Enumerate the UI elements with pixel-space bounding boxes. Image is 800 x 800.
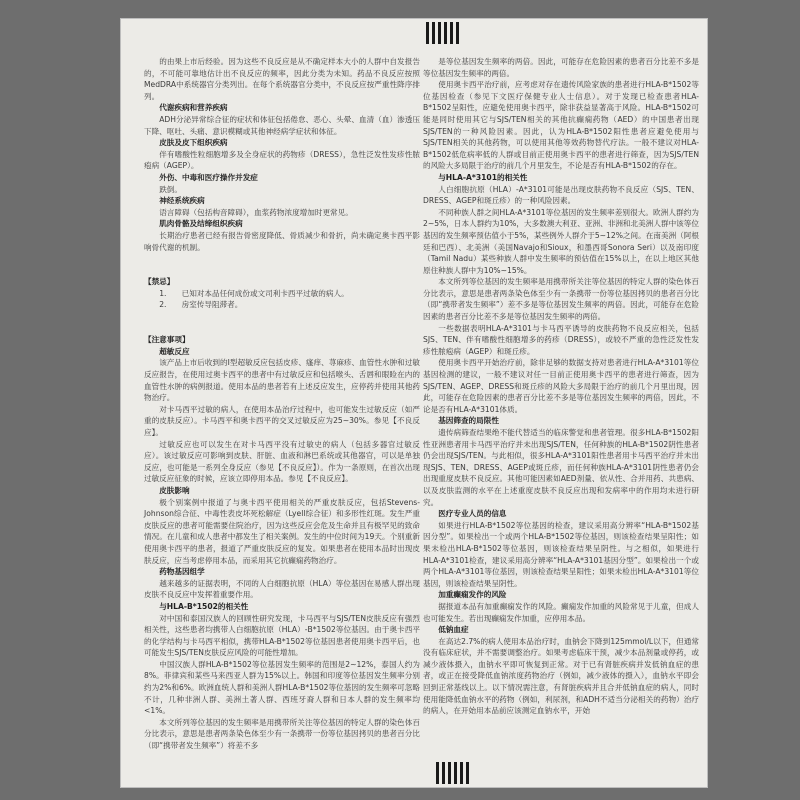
leaflet-column-left bbox=[144, 56, 420, 752]
paragraph: 遗传病筛查结果绝不能代替适当的临床警觉和患者管理。很多HLA-B*1502阳性亚洲患者用卡马西平治疗并未出现SJS/TEN，任何种族的HLA-B*1502阴性患者仍会出现SJS/TEN。与此相似，很多HLA-A*3101阳性患者用卡马西平治疗并未出现SJS、TEN、DRESS、AGEP或斑丘疹，而任何种族HLA-A*3101阴性患者仍会出现重度皮肤不良反应。其他可能因素如AED剂量、依从性、合并用药、共患病、以及皮肤监测的水平在上述重度皮肤不良反应出现和发病率中的作用均未进行研究。 bbox=[423, 428, 699, 507]
barcode-marks-top bbox=[426, 22, 459, 44]
section-heading: 与HLA-B*1502的相关性 bbox=[159, 601, 249, 611]
paragraph: 据报道本品有加重癫痫发作的风险。癫痫发作加重的风险常见于儿童，但成人也可能发生。若出现癫痫发作加重，应停用本品。 bbox=[423, 601, 699, 623]
paragraph: 越来越多的证据表明，不同的人白细胞抗原（HLA）等位基因在易感人群出现皮肤不良反应中发挥着重要作用。 bbox=[144, 578, 420, 600]
section-spacer bbox=[144, 319, 420, 327]
paragraph: 本文所列等位基因的发生频率是用携带所关注等位基因的特定人群的染色体百分比表示，意思是患者两条染色体至少有一条携带一份等位基因拷贝的患者百分比（即“携带者发生频率”）将差不多 bbox=[144, 717, 420, 751]
section-heading: 与HLA-A*3101的相关性 bbox=[438, 172, 528, 182]
paragraph: 长期治疗患者已经有报告骨密度降低、骨质减少和骨折，尚未确定奥卡西平影响骨代谢的机制。 bbox=[144, 230, 420, 252]
section-heading: 低钠血症 bbox=[438, 625, 469, 635]
paragraph: ADH分泌异常综合征的症状和体征包括倦怠、恶心、头晕、血清（血）渗透压下降、呕吐、头痛、意识模糊或其他神经病学症状和体征。 bbox=[144, 114, 420, 136]
section-heading: 皮肤影响 bbox=[159, 485, 190, 495]
paragraph: 语言障碍（包括构音障碍），血浆药物浓度增加时更常见。 bbox=[159, 207, 353, 217]
paragraph: 使用奥卡西平治疗前，应考虑对存在遗传风险家族的患者进行HLA-B*1502等位基因检查（参见下文医疗保健专业人士信息）。对于发现已检查患者HLA-B*1502呈阳性，应避免使用奥卡西平，除非获益显著高于风险。HLA-B*1502可能是同时使用其它与SJS/TEN相关的其他抗癫痫药物（AED）的中国患者出现SJS/TEN的一种风险因素。因此，认为HLA-B*1502阳性患者应避免使用与SJS/TEN相关的其他药物，可以使用其他等效药物替代疗法。一般不建议对HLA-B*1502低危病率低的人群或目前正使用奥卡西平的患者进行筛查，因为SJS/TEN的风险大多局限于治疗的前几个月里发生，不论是否有HLA-B*1502的存在。 bbox=[423, 80, 699, 171]
section-heading: 肌肉骨骼及结缔组织疾病 bbox=[159, 219, 243, 229]
section-heading: 外伤、中毒和医疗操作并发症 bbox=[159, 172, 258, 182]
paragraph: 不同种族人群之间HLA-A*3101等位基因的发生频率差别很大。欧洲人群约为2~5%，日本人群约为10%，大多数澳大利亚、亚洲、非洲和北美洲人群中该等位基因的发生频率预估值小于5%，某些例外人群介于5~12%之间。在南美洲（阿根廷和巴西）、北美洲（美国Navajo和Sioux，和墨西哥Sonora Seri）以及南印度（Tamil Nadu）某些种族人群中发生频率的预估值在15%以上，在以上地区其他原住种族人群中为10%~15%。 bbox=[423, 207, 699, 275]
section-spacer bbox=[144, 261, 420, 269]
paragraph: 如果进行HLA-B*1502等位基因的检查，建议采用高分辨率“HLA-B*1502基因分型”。如果检出一个或两个HLA-B*1502等位基因，则该检查结果呈阳性；如果未检出HLA-B*1502等位基因，则该检查结果呈阴性。与之相似，如果进行HLA-A*3101检查，建议采用高分辨率“HLA-A*3101基因分型”。如果检出一个或两个HLA-A*3101等位基因，则该检查结果呈阳性；如果未检出HLA-A*3101等位基因，则该检查结果呈阴性。 bbox=[423, 520, 699, 588]
barcode-marks-bottom bbox=[436, 762, 469, 784]
paragraph: 一些数据表明HLA-A*3101与卡马西平诱导的皮肤药物不良反应相关，包括SJS、TEN、伴有嗜酸性细胞增多的药疹（DRESS），或较不严重的急性泛发性发疹性脓疱病（AGEP）和斑丘疹。 bbox=[423, 323, 699, 356]
paragraph: 过敏反应也可以发生在对卡马西平没有过敏史的病人（包括多器官过敏反应）。该过敏反应可影响到皮肤、肝脏、血液和淋巴系统或其他器官，可以是单独反应，也可能是一系列全身反应（参见【不良反应】）。作为一条原则，在首次出现过敏反应征象的时候，应该立即停用本品。参见【不良反应】。 bbox=[144, 439, 420, 484]
paragraph: 本文所列等位基因的发生频率是用携带所关注等位基因的特定人群的染色体百分比表示，意思是患者两条染色体至少有一条携带一份等位基因拷贝的患者百分比（即“携带者发生频率”）差不多是等位基因发生频率的两倍。因此，可能存在危险因素的患者百分比差不多是等位基因发生频率的两倍。 bbox=[423, 277, 699, 322]
section-heading: 基因筛查的局限性 bbox=[438, 416, 499, 426]
paragraph: 中国汉族人群HLA-B*1502等位基因发生频率的范围是2~12%，泰国人约为8%。菲律宾和某些马来西亚人群为15%以上。韩国和印度等位基因发生频率分别约为2%和6%。欧洲血统人群和美洲人群HLA-B*1502等位基因的发生频率可忽略不计，几种非洲人群、美洲土著人群、西班牙裔人群和日本人群的发生频率均<1%。 bbox=[144, 659, 420, 716]
section-heading: 医疗专业人员的信息 bbox=[438, 509, 507, 519]
paragraph: 2. 房室传导阻滞者。 bbox=[159, 300, 243, 310]
paragraph: 使用奥卡西平开始治疗前，除非足够的数据支持对患者进行HLA-A*3101等位基因检测的建议，一般不建议对任一目前正使用奥卡西平的患者进行筛查，因为SJS/TEN、AGEP、DRESS和斑丘疹的风险大多局限于治疗的前几个月里出现，因此，可能存在危险因素的患者百分比差不多是等位基因发生频率的两倍，因此，不论是否有HLA-A*3101体质。 bbox=[423, 358, 699, 414]
paragraph: 是等位基因发生频率的两倍。因此，可能存在危险因素的患者百分比差不多是等位基因发生频率的两倍。 bbox=[423, 57, 699, 78]
section-heading: 神经系统疾病 bbox=[159, 196, 205, 206]
leaflet-page bbox=[120, 18, 708, 788]
paragraph: 的由果上市后经验。因为这些不良反应是从不确定样本大小的人群中自发报告的，不可能可靠地估计出不良反应的频率，因此分类为未知。药品不良反应按照MedDRA中系统器官分类列出。在每个系统器官分类中，不良反应按严重性降序排列。 bbox=[144, 57, 420, 101]
section-heading: 代谢疾病和营养疾病 bbox=[159, 103, 228, 113]
section-heading: 【禁忌】 bbox=[144, 277, 175, 287]
paragraph: 跌倒。 bbox=[159, 184, 182, 194]
paragraph: 伴有嗜酸性粒细胞增多及全身症状的药物疹（DRESS），急性泛发性发疹性脓疱病（AGEP）。 bbox=[144, 149, 420, 171]
paragraph: 对卡马西平过敏的病人，在使用本品治疗过程中，也可能发生过敏反应（如严重的皮肤反应）。卡马西平和奥卡西平的交叉过敏反应为25~30%。参见【不良反应】。 bbox=[144, 404, 420, 437]
paragraph: 人白细胞抗原（HLA）-A*3101可能是出现皮肤药物不良反应（SJS、TEN、DRESS、AGEP和斑丘疹）的一种风险因素。 bbox=[423, 184, 699, 206]
paragraph: 该产品上市后收到的I型超敏反应包括皮疹、瘙痒、荨麻疹、血管性水肿和过敏反应报告，在使用过奥卡西平的患者中有过敏反应和包括喉头、舌唇和眼睑在内的血管性水肿的病例报道。使用本品的患者若有上述反应发生，应停药并使用其他药物治疗。 bbox=[144, 358, 420, 403]
section-heading: 超敏反应 bbox=[159, 346, 190, 356]
paragraph: 对中国和泰国汉族人的回顾性研究发现，卡马西平与SJS/TEN皮肤反应有强烈相关性，这些患者均携带人白细胞抗原（HLA）-B*1502等位基因。由于奥卡西平的化学结构与卡马西平相似，携带HLA-B*1502等位基因患者使用奥卡西平后，也可能发生SJS/TEN皮肤反应风险的可能性增加。 bbox=[144, 613, 420, 658]
leaflet-column-right bbox=[423, 56, 699, 717]
section-heading: 药物基因组学 bbox=[159, 567, 205, 577]
section-heading: 皮肤及皮下组织疾病 bbox=[159, 138, 228, 148]
section-heading: 加重癫痫发作的风险 bbox=[438, 590, 507, 600]
paragraph: 极个别案例中报道了与奥卡西平使用相关的严重皮肤反应，包括Stevens-Johnson综合征、中毒性表皮坏死松解症（Lyell综合征）和多形性红斑。发生严重皮肤反应的患者可能需要住院治疗，因为这些反应会危及生命并且有极罕见的致命情况。在儿童和成人患者中都发生了相关案例。发生的中位时间为19天。个别重新使用奥卡西平的患者，报道了严重皮肤反应的复发。如果患者在使用本品时出现皮肤反应，应当考虑停用本品，而采用其它抗癫痫药物治疗。 bbox=[144, 497, 420, 565]
section-heading: 【注意事项】 bbox=[144, 335, 190, 345]
paragraph: 1. 已知对本品任何成份或文司利卡西平过敏的病人。 bbox=[159, 288, 349, 298]
paragraph: 在高达2.7%的病人使用本品治疗时，血钠会下降到125mmol/L以下，但通常没有临床症状，并不需要调整治疗。如果考虑临床干预，减少本品剂量或停药，或减少液体摄入，血钠水平即可恢复到正常。对于已有肾脏疾病并发低钠血症的患者，或正在接受降低血钠浓度药物治疗（例如，减少液体的摄入），血钠水平即会回到正常基线以上。以下情况需注意，有肾脏疾病并且合并低钠血症的病人，同时使用能降低血钠水平的药物（例如，利尿剂，和ADH不适当分泌相关的药物）治疗的病人，在开始用本品前应该测定血钠水平，开始 bbox=[423, 636, 699, 716]
